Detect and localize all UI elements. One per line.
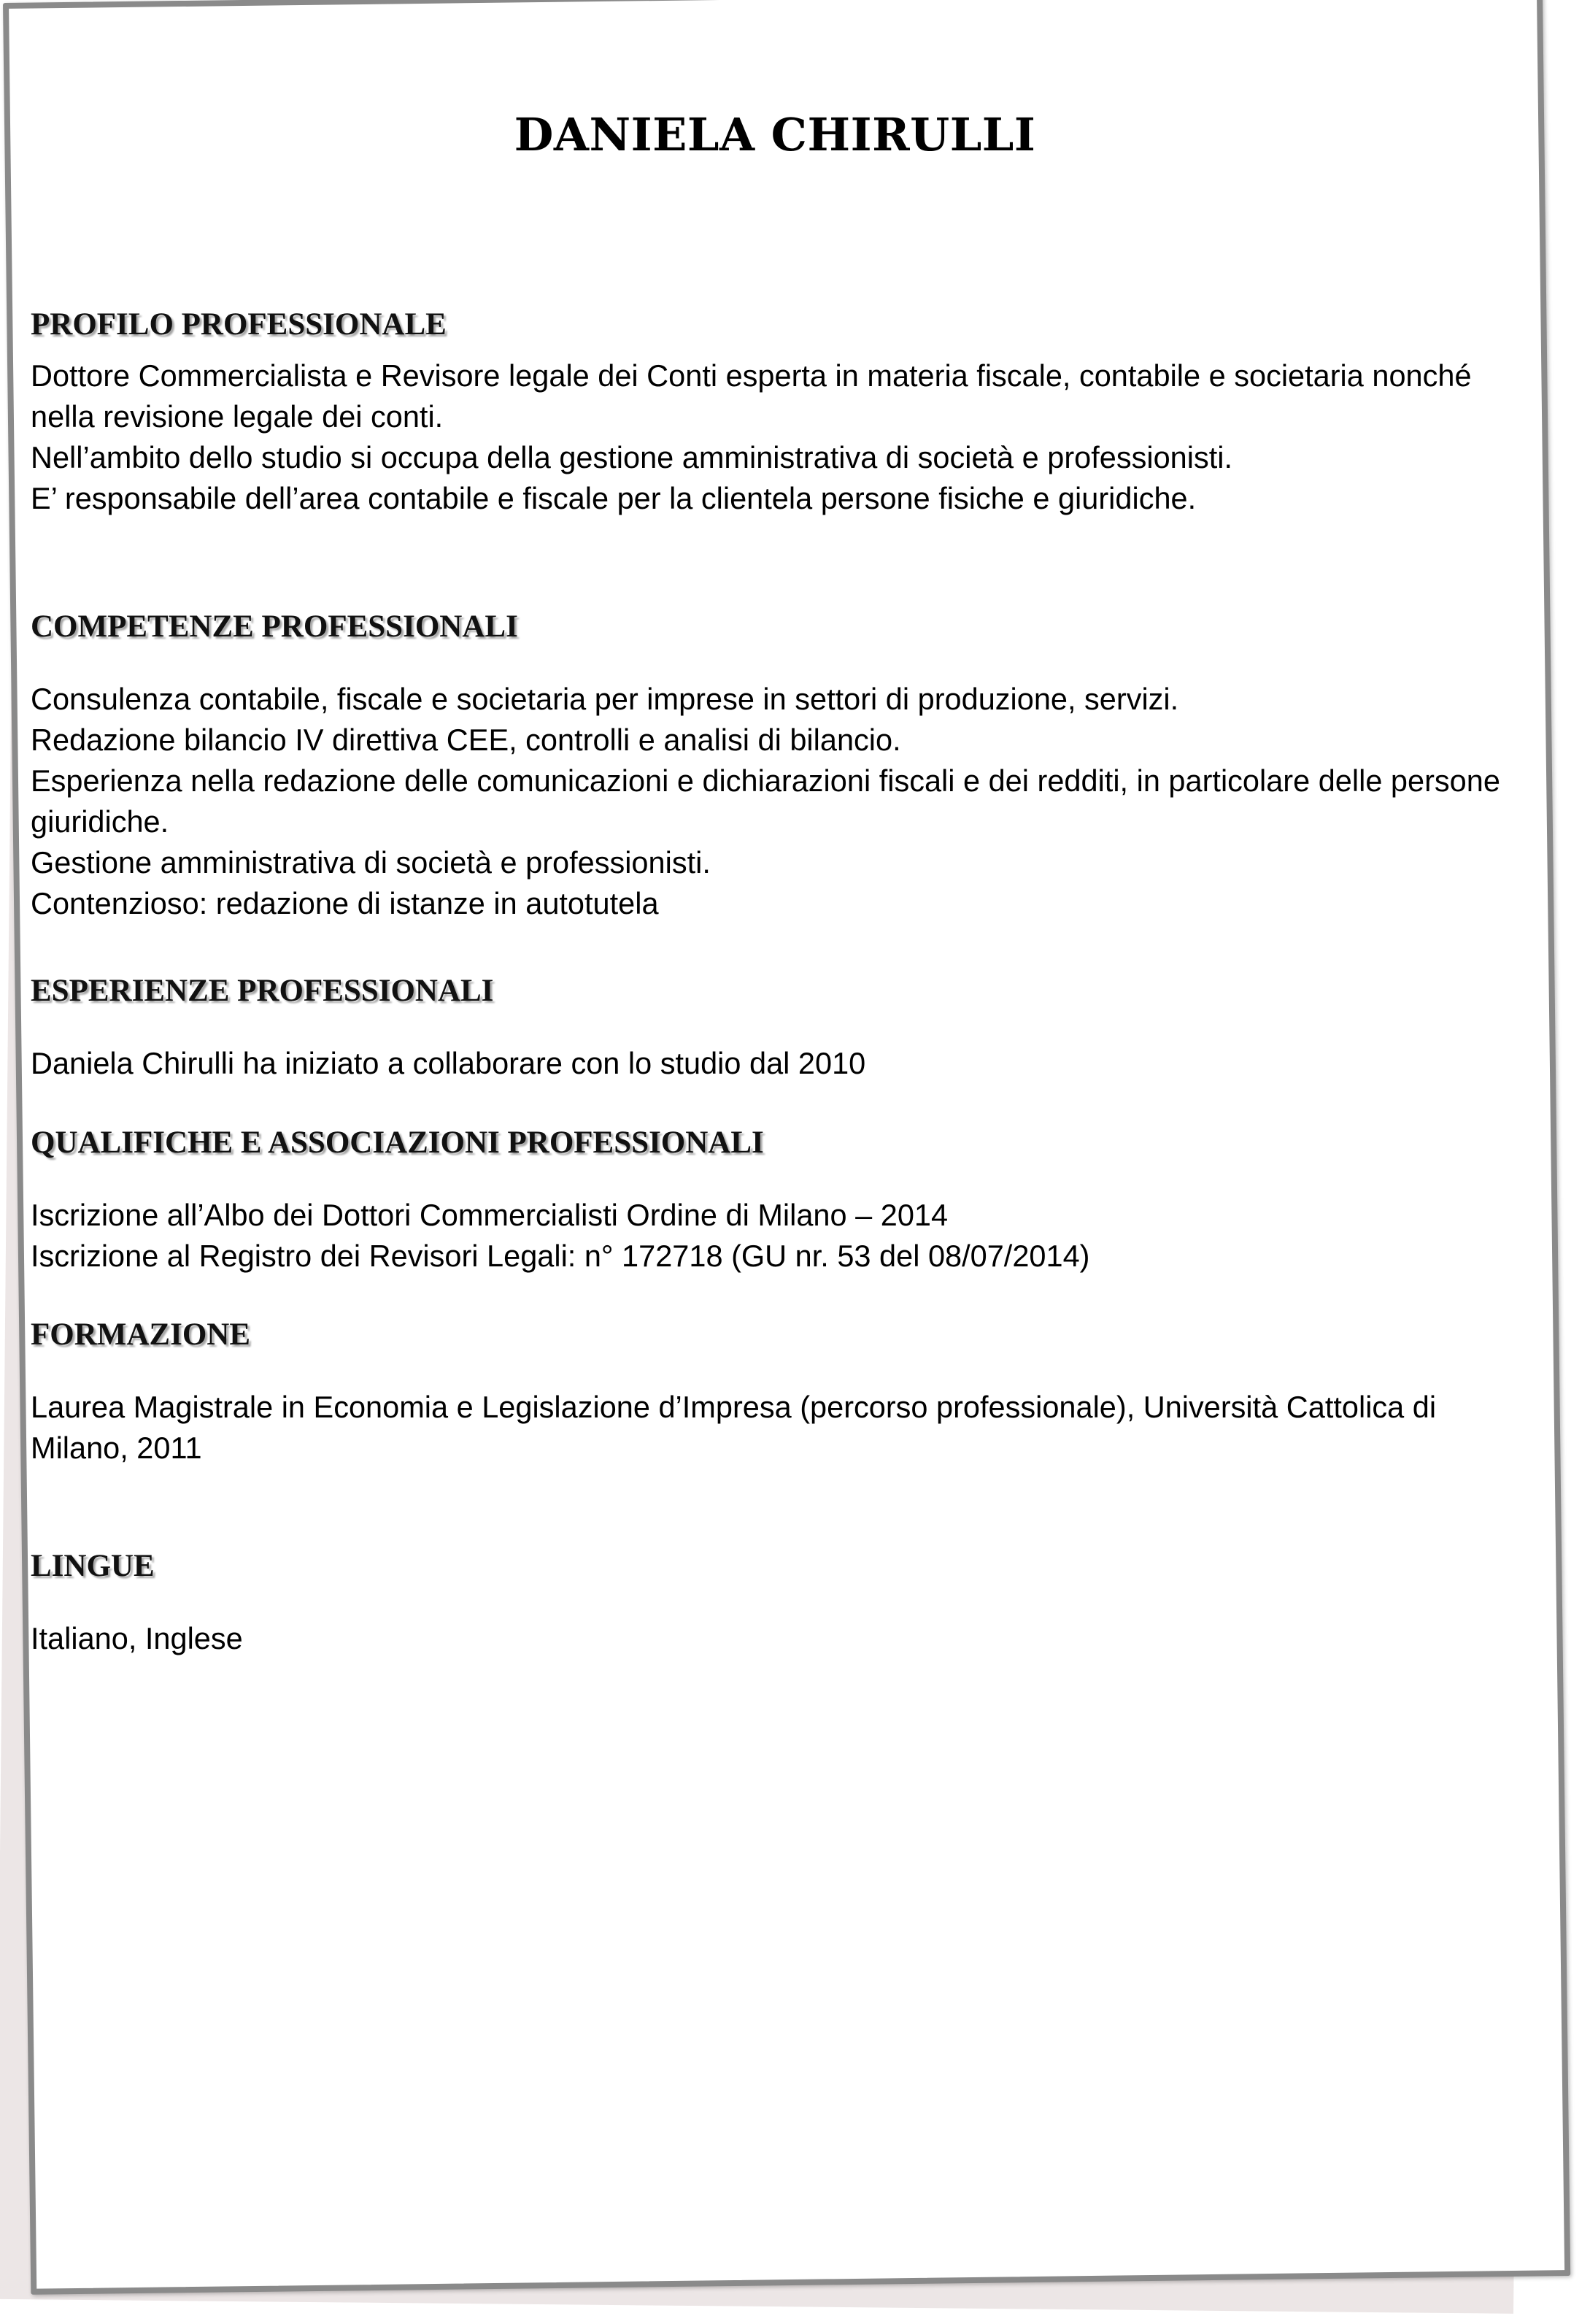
skills-line: Esperienza nella redazione delle comunicazioni e dichiarazioni fiscali e dei redditi, in particolare delle persone giuridiche. (31, 763, 1500, 839)
profile-heading: PROFILO PROFESSIONALE (31, 307, 447, 342)
qualifications-line: Iscrizione all’Albo dei Dottori Commercialisti Ordine di Milano – 2014 (31, 1198, 949, 1232)
profile-line: Dottore Commercialista e Revisore legale dei Conti esperta in materia fiscale, contabile e societaria nonché nella revisione legale dei conti. (31, 358, 1472, 434)
resume-content (31, 0, 1519, 2324)
qualifications-text (31, 1195, 1512, 1277)
skills-text (31, 679, 1512, 924)
experience-text (31, 1043, 1512, 1084)
education-text (31, 1387, 1512, 1469)
person-name: DANIELA CHIRULLI (514, 108, 1036, 161)
skills-line: Redazione bilancio IV direttiva CEE, controlli e analisi di bilancio. (31, 723, 901, 757)
profile-line: E’ responsabile dell’area contabile e fiscale per la clientela persone fisiche e giuridiche. (31, 481, 1197, 515)
skills-line: Gestione amministrativa di società e professionisti. (31, 845, 711, 880)
languages-heading: LINGUE (31, 1549, 155, 1583)
qualifications-heading: QUALIFICHE E ASSOCIAZIONI PROFESSIONALI (31, 1126, 764, 1160)
skills-heading: COMPETENZE PROFESSIONALI (31, 609, 518, 644)
skills-line: Contenzioso: redazione di istanze in autotutela (31, 886, 659, 920)
experience-line: Daniela Chirulli ha iniziato a collaborare con lo studio dal 2010 (31, 1046, 866, 1080)
education-heading: FORMAZIONE (31, 1317, 250, 1352)
qualifications-line: Iscrizione al Registro dei Revisori Legali: n° 172718 (GU nr. 53 del 08/07/2014) (31, 1239, 1090, 1273)
experience-heading: ESPERIENZE PROFESSIONALI (31, 974, 494, 1008)
education-line: Laurea Magistrale in Economia e Legislazione d’Impresa (percorso professionale), Università Cattolica di Milano, 2011 (31, 1390, 1437, 1465)
skills-line: Consulenza contabile, fiscale e societaria per imprese in settori di produzione, servizi. (31, 682, 1179, 716)
profile-line: Nell’ambito dello studio si occupa della gestione amministrativa di società e professionisti. (31, 440, 1232, 474)
languages-line: Italiano, Inglese (31, 1621, 243, 1655)
profile-text (31, 355, 1512, 519)
languages-text (31, 1618, 1512, 1659)
